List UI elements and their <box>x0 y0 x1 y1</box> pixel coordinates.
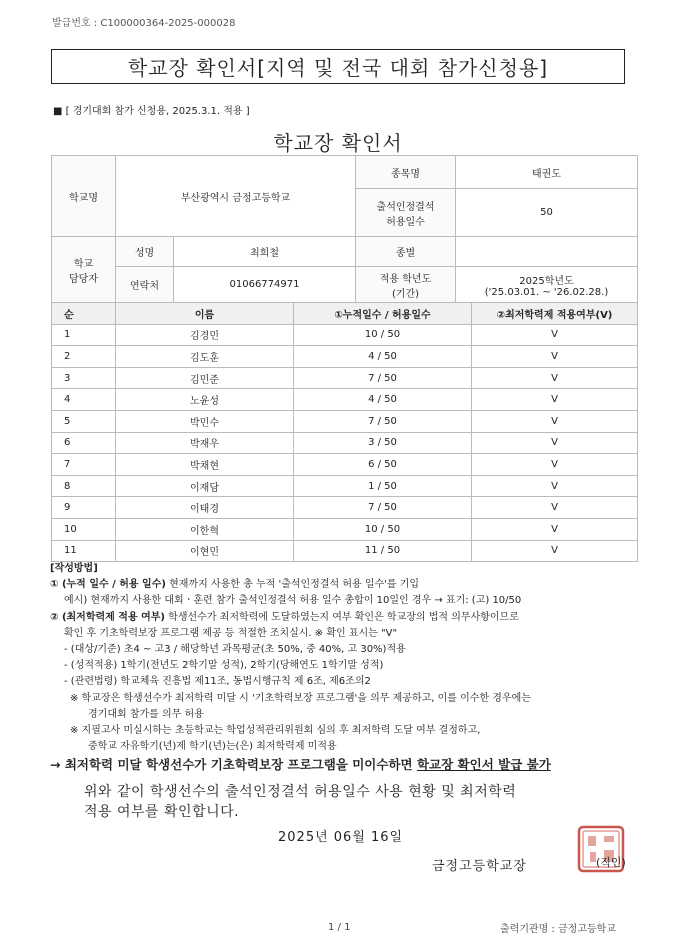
row-name: 노윤성 <box>116 389 294 411</box>
row-min-grade: V <box>472 497 638 519</box>
school-signature: 금정고등학교장 <box>432 859 527 874</box>
confirmation-line-1: 위와 같이 학생선수의 출석인정결석 허용일수 사용 현황 및 최저학력 <box>84 784 517 800</box>
issue-number: 발급번호 : C100000364-2025-000028 <box>52 18 236 29</box>
method-line-5: - (대상/기준) 초4 ~ 고3 / 해당학년 과목평균(초 50%, 중 40%, 고 30%)적용 <box>64 644 406 656</box>
row-name: 김민준 <box>116 367 294 389</box>
confirmation-statement <box>84 782 516 822</box>
header-name: 이름 <box>116 303 294 325</box>
row-seq: 8 <box>52 475 116 497</box>
row-name: 김경민 <box>116 324 294 346</box>
method-line-12 <box>50 755 640 775</box>
row-min-grade: V <box>472 454 638 476</box>
contact-value: 01066774971 <box>174 267 356 303</box>
manager-label-line1: 학교 <box>73 258 94 270</box>
event-value: 태권도 <box>456 156 638 189</box>
row-seq: 4 <box>52 389 116 411</box>
subtitle-note: ■ [ 경기대회 참가 신청용, 2025.3.1. 적용 ] <box>53 106 250 117</box>
header-title: 학교장 확인서[지역 및 전국 대회 참가신청용] <box>51 49 625 84</box>
method-section <box>50 561 640 775</box>
row-name: 박민수 <box>116 410 294 432</box>
year-label <box>356 267 456 303</box>
row-seq: 2 <box>52 346 116 368</box>
row-days: 10 / 50 <box>294 324 472 346</box>
row-name: 박재우 <box>116 432 294 454</box>
allowed-days-label-line1: 출석인정결석 <box>376 201 435 213</box>
row-min-grade: V <box>472 518 638 540</box>
year-value-line1: 2025학년도 <box>519 275 574 287</box>
table-row <box>52 432 638 454</box>
method-line-6: - (성적적용) 1학기(전년도 2학기말 성적), 2학기(당해연도 1학기말 성적) <box>64 660 384 672</box>
table-row <box>52 497 638 519</box>
year-value-line2: ('25.03.01. ~ '26.02.28.) <box>484 286 609 298</box>
method-line-1-label: ① (누적 일수 / 허용 일수) <box>50 579 166 591</box>
method-line-8: ※ 학교장은 학생선수가 최저학력 미달 시 '기초학력보장 프로그램'을 의무 제공하고, 이를 이수한 경우에는 <box>70 692 531 704</box>
method-line-4: 확인 후 기초학력보장 프로그램 제공 등 적절한 조치실시. ※ 확인 표시는 "V" <box>64 627 398 639</box>
page-number: 1 / 1 <box>328 922 351 933</box>
table-row <box>52 389 638 411</box>
allowed-days-label-line2: 허용일수 <box>386 216 425 228</box>
table-row <box>52 367 638 389</box>
seal-label: (직인) <box>596 856 626 869</box>
row-days: 1 / 50 <box>294 475 472 497</box>
row-name: 이현민 <box>116 540 294 562</box>
table-row <box>52 518 638 540</box>
table-row <box>52 475 638 497</box>
row-days: 10 / 50 <box>294 518 472 540</box>
allowed-days-label <box>356 189 456 237</box>
method-line-3-label: ② (최저학력제 적용 여부) <box>50 611 165 623</box>
issuer-name: 출력기관명 : 금정고등학교 <box>500 924 616 935</box>
row-name: 이태경 <box>116 497 294 519</box>
school-label: 학교명 <box>52 156 116 237</box>
manager-label-line2: 담당자 <box>69 273 98 285</box>
manager-label <box>52 237 116 303</box>
main-title: 학교장 확인서 <box>273 131 403 155</box>
row-name: 이한혁 <box>116 518 294 540</box>
method-line-10: ※ 지필고사 미실시하는 초등학교는 학업성적관리위원회 심의 후 최저학력 도달 여부 결정하고, <box>70 725 481 737</box>
row-min-grade: V <box>472 389 638 411</box>
row-days: 7 / 50 <box>294 497 472 519</box>
row-min-grade: V <box>472 367 638 389</box>
name-label: 성명 <box>116 237 174 267</box>
method-line-2: 예시) 현재까지 사용한 대회ㆍ훈련 참가 출석인정결석 허용 일수 총합이 10일인 경우 → 표기: (고) 10/50 <box>64 595 522 607</box>
row-min-grade: V <box>472 410 638 432</box>
row-name: 박채현 <box>116 454 294 476</box>
row-seq: 5 <box>52 410 116 432</box>
name-value: 최희철 <box>174 237 356 267</box>
year-value <box>456 267 638 303</box>
year-label-line1: 적용 학년도 <box>379 273 432 285</box>
official-seal <box>576 824 626 874</box>
info-table <box>51 155 638 303</box>
row-days: 6 / 50 <box>294 454 472 476</box>
row-days: 11 / 50 <box>294 540 472 562</box>
header-min-grade: ②최저학력제 적용여부(V) <box>472 303 638 325</box>
table-row <box>52 324 638 346</box>
row-seq: 7 <box>52 454 116 476</box>
method-line-3-text: 학생선수가 최저학력에 도달하였는지 여부 확인은 학교장의 법적 의무사항이므로 <box>165 611 519 623</box>
issue-date: 2025년 06월 16일 <box>278 830 404 845</box>
method-line-9: 경기대회 참가를 의무 허용 <box>88 708 204 720</box>
table-row <box>52 454 638 476</box>
row-min-grade: V <box>472 346 638 368</box>
row-min-grade: V <box>472 324 638 346</box>
table-row <box>52 540 638 562</box>
table-header-row <box>52 303 638 325</box>
row-min-grade: V <box>472 540 638 562</box>
row-min-grade: V <box>472 432 638 454</box>
method-line-1 <box>50 577 640 593</box>
contact-label: 연락처 <box>116 267 174 303</box>
school-name: 부산광역시 금정고등학교 <box>116 156 356 237</box>
method-line-12-emphasis: 학교장 확인서 발급 불가 <box>416 757 551 773</box>
row-days: 4 / 50 <box>294 346 472 368</box>
row-min-grade: V <box>472 475 638 497</box>
method-line-7: - (관련법령) 학교체육 진흥법 제11조, 동법시행규칙 제 6조, 제6조의2 <box>64 676 371 688</box>
row-seq: 11 <box>52 540 116 562</box>
method-line-11: 중학교 자유학기(년)제 학기(년)는(은) 최저학력제 미적용 <box>88 741 337 753</box>
row-days: 7 / 50 <box>294 410 472 432</box>
confirmation-line-2: 적용 여부를 확인합니다. <box>84 804 240 820</box>
row-days: 7 / 50 <box>294 367 472 389</box>
table-row <box>52 346 638 368</box>
allowed-days-value: 50 <box>456 189 638 237</box>
row-seq: 10 <box>52 518 116 540</box>
row-seq: 1 <box>52 324 116 346</box>
table-row <box>52 410 638 432</box>
row-name: 이재담 <box>116 475 294 497</box>
row-seq: 3 <box>52 367 116 389</box>
method-line-3 <box>50 610 640 626</box>
student-table <box>51 302 638 562</box>
method-line-1-text: 현재까지 사용한 총 누적 '출석인정결석 허용 일수'를 기입 <box>165 579 420 591</box>
method-heading: [작성방법] <box>50 563 98 574</box>
method-line-12-text: → 최저학력 미달 학생선수가 기초학력보장 프로그램을 미이수하면 <box>50 757 417 773</box>
row-name: 김도훈 <box>116 346 294 368</box>
event-label: 종목명 <box>356 156 456 189</box>
type-label: 종별 <box>356 237 456 267</box>
row-days: 3 / 50 <box>294 432 472 454</box>
year-label-line2: (기간) <box>391 288 420 300</box>
header-days: ①누적일수 / 허용일수 <box>294 303 472 325</box>
row-seq: 6 <box>52 432 116 454</box>
row-seq: 9 <box>52 497 116 519</box>
header-seq: 순 <box>52 303 116 325</box>
row-days: 4 / 50 <box>294 389 472 411</box>
type-value <box>456 237 638 267</box>
